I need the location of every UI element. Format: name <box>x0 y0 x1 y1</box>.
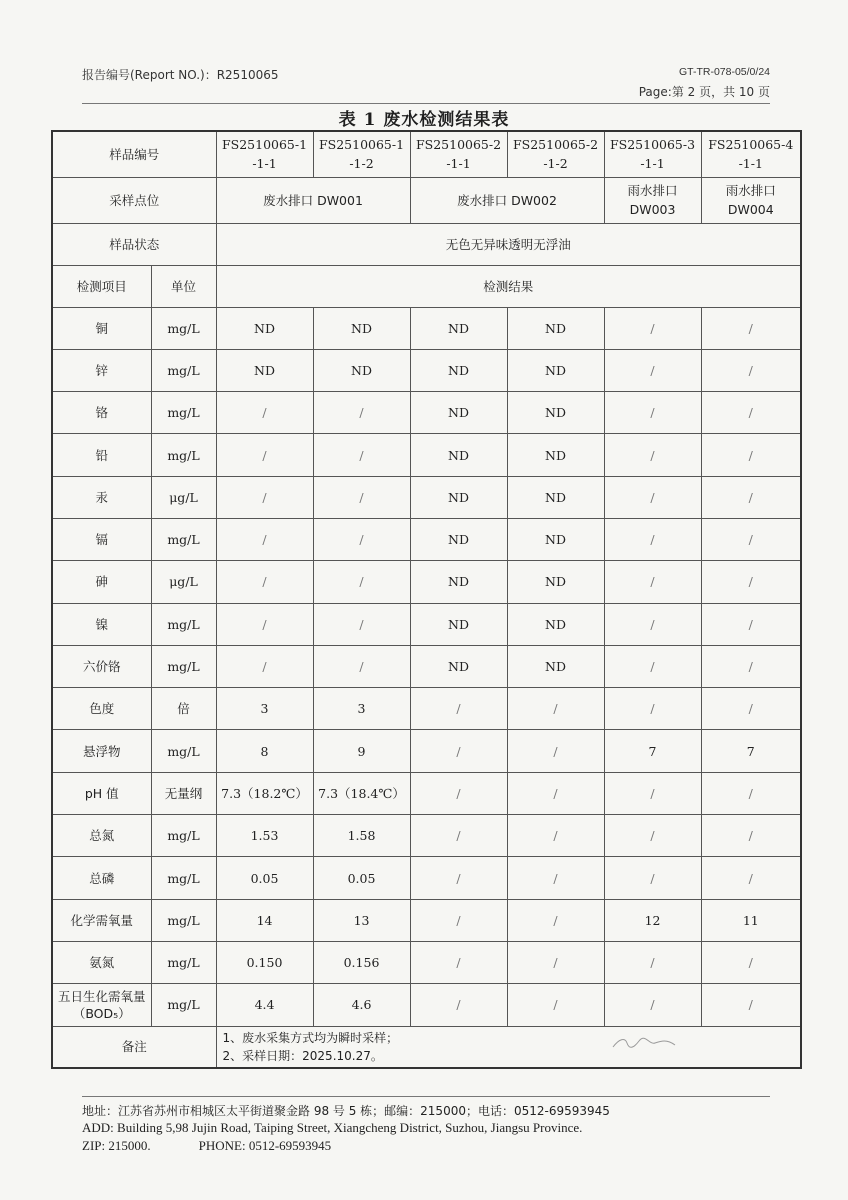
item-unit: mg/L <box>151 899 216 941</box>
report-number: 报告编号(Report NO.)：R2510065 <box>82 68 279 82</box>
result-value: / <box>216 603 313 645</box>
location-label: 采样点位 <box>52 177 216 223</box>
footer-divider <box>82 1096 770 1097</box>
result-value: / <box>507 984 604 1026</box>
sample-id-cell: FS2510065-2 -1-1 <box>410 131 507 177</box>
result-value: / <box>604 349 701 391</box>
result-row <box>52 434 801 476</box>
item-name: 砷 <box>52 561 151 603</box>
item-header: 检测项目 <box>52 265 151 307</box>
result-value: / <box>507 730 604 772</box>
item-unit: mg/L <box>151 392 216 434</box>
result-value: 0.150 <box>216 941 313 983</box>
remark-line: 1、废水采集方式均为瞬时采样； <box>222 1030 399 1045</box>
sample-id-row <box>52 131 801 177</box>
result-value: / <box>604 857 701 899</box>
result-row <box>52 307 801 349</box>
state-value: 无色无异味透明无浮油 <box>216 223 801 265</box>
result-value: / <box>604 815 701 857</box>
item-name: 总磷 <box>52 857 151 899</box>
result-value: / <box>701 688 801 730</box>
result-value: / <box>701 518 801 560</box>
result-value: / <box>604 518 701 560</box>
result-value: / <box>701 603 801 645</box>
result-value: / <box>604 941 701 983</box>
result-value: ND <box>507 561 604 603</box>
result-value: / <box>313 561 410 603</box>
result-value: / <box>410 857 507 899</box>
result-value: / <box>604 476 701 518</box>
result-value: 7 <box>701 730 801 772</box>
result-row <box>52 857 801 899</box>
result-value: 7.3（18.4℃） <box>313 772 410 814</box>
result-row <box>52 899 801 941</box>
item-unit: μg/L <box>151 561 216 603</box>
result-value: / <box>604 984 701 1026</box>
result-value: ND <box>410 561 507 603</box>
result-value: / <box>410 772 507 814</box>
location-cell: 废水排口 DW002 <box>410 177 604 223</box>
sample-id-cell: FS2510065-2 -1-2 <box>507 131 604 177</box>
result-value: / <box>410 688 507 730</box>
footer-phone: PHONE: 0512-69593945 <box>198 1138 332 1153</box>
result-value: 0.05 <box>313 857 410 899</box>
result-value: / <box>507 815 604 857</box>
result-value: 11 <box>701 899 801 941</box>
result-value: / <box>701 941 801 983</box>
location-cell: 废水排口 DW001 <box>216 177 410 223</box>
unit-header: 单位 <box>151 265 216 307</box>
result-value: ND <box>410 307 507 349</box>
header-divider <box>82 103 770 104</box>
result-value: 0.156 <box>313 941 410 983</box>
result-value: / <box>604 434 701 476</box>
result-row <box>52 984 801 1026</box>
result-value: / <box>604 307 701 349</box>
result-row <box>52 772 801 814</box>
wastewater-results-table <box>51 130 802 1069</box>
result-value: / <box>701 857 801 899</box>
item-unit: mg/L <box>151 815 216 857</box>
result-value: / <box>604 561 701 603</box>
result-value: 7.3（18.2℃） <box>216 772 313 814</box>
sample-id-cell: FS2510065-1 -1-2 <box>313 131 410 177</box>
footer-zip: ZIP: 215000. <box>82 1138 151 1153</box>
result-value: / <box>701 349 801 391</box>
result-value: ND <box>313 349 410 391</box>
footer-address-cn: 地址：江苏省苏州市相城区太平街道聚金路 98 号 5 栋；邮编：215000；电话：0512-69593945 <box>82 1104 610 1118</box>
result-row <box>52 392 801 434</box>
item-unit: mg/L <box>151 518 216 560</box>
result-value: / <box>507 857 604 899</box>
item-name: 铅 <box>52 434 151 476</box>
result-value: ND <box>410 645 507 687</box>
result-value: / <box>216 476 313 518</box>
result-row <box>52 603 801 645</box>
item-unit: mg/L <box>151 645 216 687</box>
item-name: 镉 <box>52 518 151 560</box>
result-value: ND <box>216 307 313 349</box>
result-value: / <box>410 815 507 857</box>
document-code: GT-TR-078-05/0/24 <box>678 66 770 78</box>
result-value: 3 <box>313 688 410 730</box>
remarks-label: 备注 <box>52 1026 216 1068</box>
result-value: / <box>507 941 604 983</box>
item-name: 化学需氧量 <box>52 899 151 941</box>
item-name: 氨氮 <box>52 941 151 983</box>
result-value: ND <box>507 518 604 560</box>
result-value: / <box>701 434 801 476</box>
result-value: / <box>701 561 801 603</box>
result-value: 4.6 <box>313 984 410 1026</box>
location-row <box>52 177 801 223</box>
result-value: ND <box>507 392 604 434</box>
result-value: 8 <box>216 730 313 772</box>
result-value: 14 <box>216 899 313 941</box>
item-name: 总氮 <box>52 815 151 857</box>
footer-address-en: ADD: Building 5,98 Jujin Road, Taiping Street, Xiangcheng District, Suzhou, Jiangsu Province. <box>82 1120 583 1135</box>
result-row <box>52 941 801 983</box>
result-value: / <box>313 476 410 518</box>
result-value: ND <box>507 476 604 518</box>
result-row <box>52 815 801 857</box>
result-value: ND <box>507 603 604 645</box>
result-value: / <box>410 730 507 772</box>
result-value: 12 <box>604 899 701 941</box>
result-value: / <box>604 392 701 434</box>
result-value: ND <box>507 434 604 476</box>
item-unit: mg/L <box>151 941 216 983</box>
result-value: / <box>216 392 313 434</box>
result-value: / <box>216 518 313 560</box>
result-value: / <box>701 772 801 814</box>
state-row <box>52 223 801 265</box>
result-value: ND <box>410 349 507 391</box>
item-unit: 无量纲 <box>151 772 216 814</box>
result-value: / <box>604 645 701 687</box>
result-row <box>52 688 801 730</box>
result-row <box>52 730 801 772</box>
result-value: / <box>507 899 604 941</box>
result-value: / <box>701 645 801 687</box>
footer-contact <box>82 1138 331 1154</box>
result-value: / <box>604 772 701 814</box>
table-title: 表 1 废水检测结果表 <box>338 110 510 130</box>
item-name: 铜 <box>52 307 151 349</box>
result-value: / <box>410 984 507 1026</box>
result-value: ND <box>410 392 507 434</box>
item-name: 五日生化需氧量（BOD₅） <box>52 984 151 1026</box>
item-unit: mg/L <box>151 857 216 899</box>
result-value: / <box>701 307 801 349</box>
result-value: 9 <box>313 730 410 772</box>
result-value: / <box>216 561 313 603</box>
item-unit: 倍 <box>151 688 216 730</box>
remarks-content <box>216 1026 801 1068</box>
result-value: ND <box>216 349 313 391</box>
result-value: ND <box>410 518 507 560</box>
remark-line: 2、采样日期：2025.10.27。 <box>222 1048 383 1063</box>
result-value: / <box>313 645 410 687</box>
result-value: / <box>410 941 507 983</box>
result-value: / <box>701 815 801 857</box>
signature-mark <box>609 1033 679 1053</box>
result-value: / <box>507 688 604 730</box>
result-row <box>52 476 801 518</box>
result-value: / <box>701 476 801 518</box>
item-name: 锌 <box>52 349 151 391</box>
result-value: / <box>604 688 701 730</box>
result-value: / <box>701 984 801 1026</box>
item-name: 汞 <box>52 476 151 518</box>
result-value: / <box>313 434 410 476</box>
result-value: ND <box>507 307 604 349</box>
remarks-row <box>52 1026 801 1068</box>
item-name: 悬浮物 <box>52 730 151 772</box>
state-label: 样品状态 <box>52 223 216 265</box>
sample-id-cell: FS2510065-3 -1-1 <box>604 131 701 177</box>
result-value: 1.53 <box>216 815 313 857</box>
result-value: ND <box>410 434 507 476</box>
sample-id-cell: FS2510065-4 -1-1 <box>701 131 801 177</box>
result-value: ND <box>507 349 604 391</box>
result-value: / <box>313 603 410 645</box>
result-value: / <box>216 645 313 687</box>
result-value: ND <box>507 645 604 687</box>
item-name: 镍 <box>52 603 151 645</box>
item-name: 色度 <box>52 688 151 730</box>
result-header: 检测结果 <box>216 265 801 307</box>
item-name: pH 值 <box>52 772 151 814</box>
result-row <box>52 645 801 687</box>
result-value: ND <box>410 476 507 518</box>
result-value: 0.05 <box>216 857 313 899</box>
page-indicator: Page:第 2 页，共 10 页 <box>638 85 770 99</box>
result-value: 7 <box>604 730 701 772</box>
result-value: / <box>313 392 410 434</box>
result-value: / <box>216 434 313 476</box>
sample-id-cell: FS2510065-1 -1-1 <box>216 131 313 177</box>
result-value: / <box>313 518 410 560</box>
result-value: 13 <box>313 899 410 941</box>
location-cell: 雨水排口 DW003 <box>604 177 701 223</box>
item-unit: mg/L <box>151 307 216 349</box>
sample-id-label: 样品编号 <box>52 131 216 177</box>
result-value: / <box>701 392 801 434</box>
item-unit: mg/L <box>151 349 216 391</box>
item-unit: μg/L <box>151 476 216 518</box>
result-value: 1.58 <box>313 815 410 857</box>
result-row <box>52 349 801 391</box>
item-unit: mg/L <box>151 730 216 772</box>
item-unit: mg/L <box>151 603 216 645</box>
result-value: ND <box>313 307 410 349</box>
location-cell: 雨水排口 DW004 <box>701 177 801 223</box>
result-value: / <box>410 899 507 941</box>
item-name: 铬 <box>52 392 151 434</box>
item-unit: mg/L <box>151 434 216 476</box>
result-value: ND <box>410 603 507 645</box>
item-unit: mg/L <box>151 984 216 1026</box>
result-value: / <box>507 772 604 814</box>
result-value: 3 <box>216 688 313 730</box>
result-row <box>52 518 801 560</box>
result-value: / <box>604 603 701 645</box>
column-header-row <box>52 265 801 307</box>
result-row <box>52 561 801 603</box>
item-name: 六价铬 <box>52 645 151 687</box>
result-value: 4.4 <box>216 984 313 1026</box>
